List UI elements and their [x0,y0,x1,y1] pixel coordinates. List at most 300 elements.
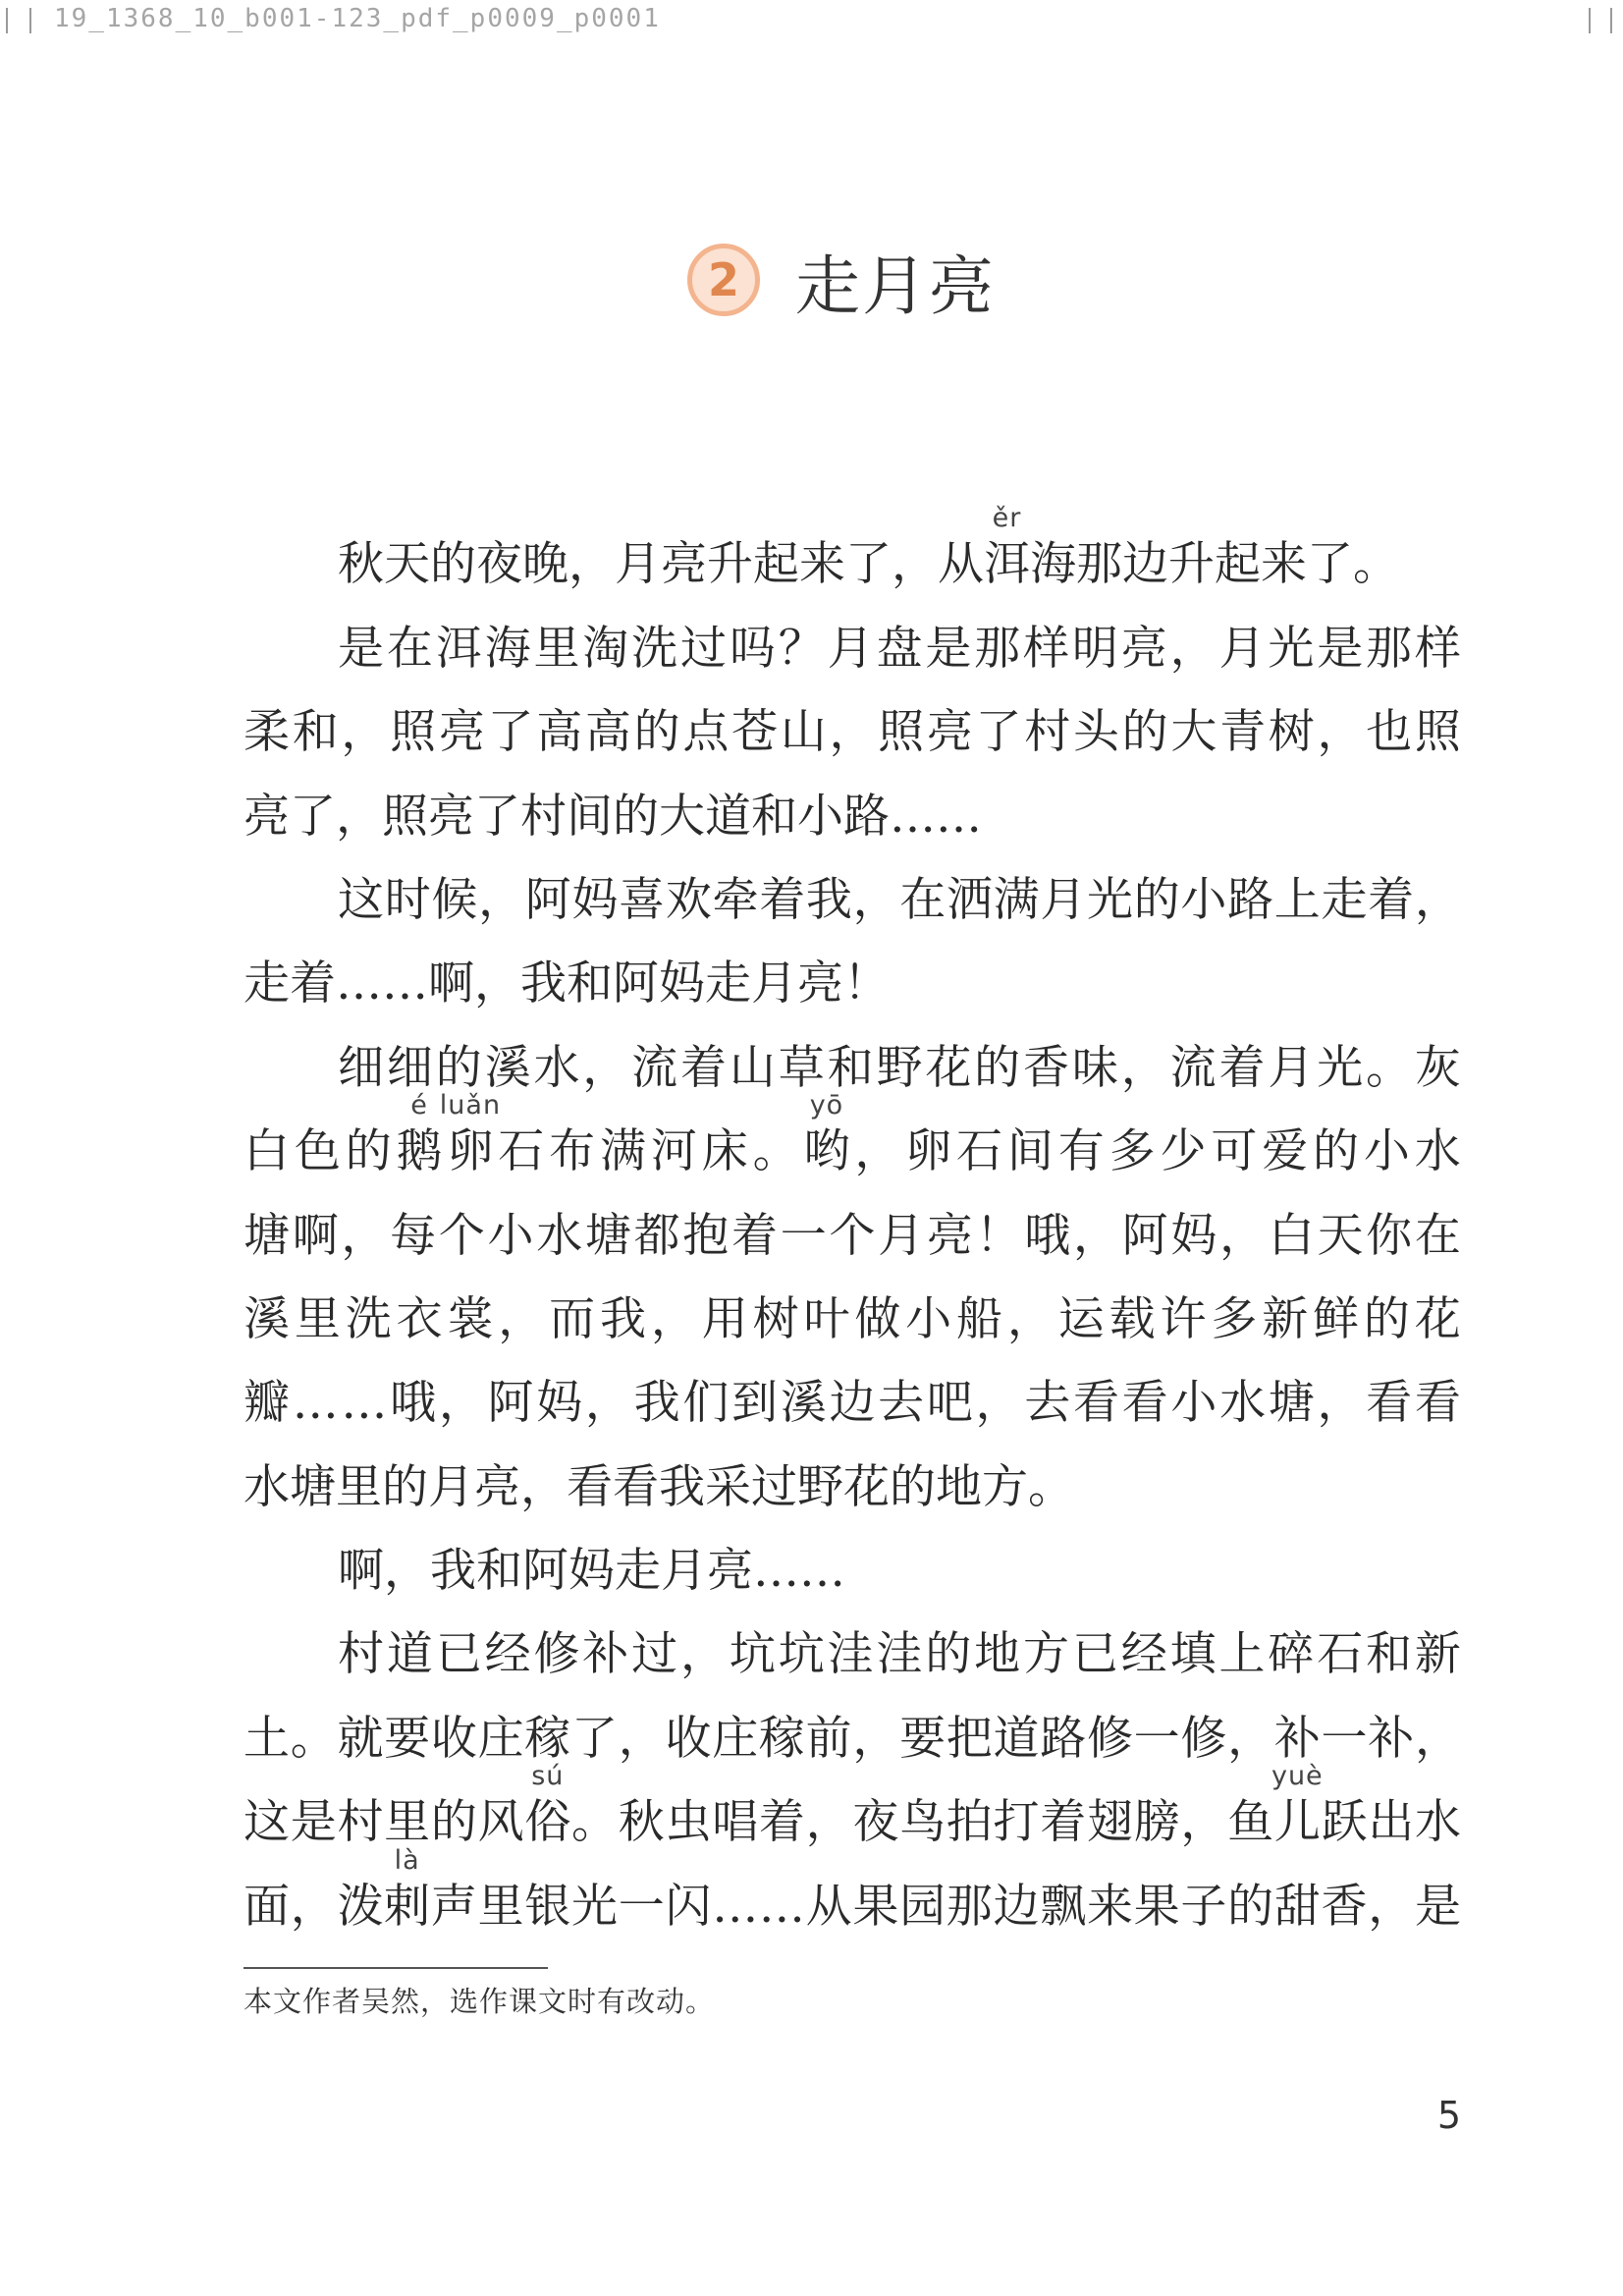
text-char: ， [1180,1795,1227,1850]
text-char: 这 [243,1795,290,1850]
text-char: 细 [386,1040,433,1095]
text-char: ， [438,1376,485,1431]
text-char: 照 [878,705,925,760]
text-char: 闪 [665,1879,712,1934]
text-char: 道 [993,1711,1040,1766]
text-char: 吗 [729,621,776,676]
text-char: 夜 [476,537,522,592]
text-char: 照 [1414,705,1461,760]
text-char: 来 [1086,1879,1133,1934]
text-char: 甜 [1273,1879,1321,1934]
pinyin-annotation: yuè [1271,1761,1324,1792]
scan-edge-mark [29,8,31,33]
text-char: 小 [1363,1124,1410,1179]
text-char: 海 [484,621,531,676]
text-char: 稼 [524,1711,571,1766]
text-line [243,762,1461,846]
text-char: 来 [1261,537,1307,592]
text-char: 地 [974,1627,1021,1682]
text-char: 满 [600,1124,647,1179]
text-char: 修 [1180,1711,1227,1766]
text-char: 光 [1087,872,1133,927]
text-char: 水 [1219,1376,1267,1431]
text-char: 的 [974,1040,1021,1095]
text-char: 多 [1211,1291,1258,1346]
text-char: 色 [294,1124,341,1179]
text-char: ， [474,957,520,1011]
text-char: 做 [854,1291,901,1346]
text-char: 我 [600,1291,647,1346]
text-char: 的 [890,1459,936,1514]
text-char: 妈 [1170,1208,1217,1263]
text-char: 妈 [571,872,619,927]
text-char: 村 [1024,705,1071,760]
text-char: 。 [1028,1459,1074,1514]
text-char: 新 [1262,1291,1309,1346]
text-char: 从 [938,537,984,592]
text-char: 亮 [474,1459,520,1514]
text-char: 飘 [1040,1879,1087,1934]
text-char: 修 [533,1627,580,1682]
page-number: 5 [1436,2094,1461,2137]
text-char: 膀 [1133,1795,1180,1850]
text-char: 树 [1268,705,1315,760]
text-char: ， [650,1291,697,1346]
text-char: 石 [498,1124,545,1179]
text-char: 小 [797,789,843,844]
text-char: 石 [1317,1627,1364,1682]
text-char: 秋 [618,1795,665,1850]
text-char: 照 [390,705,437,760]
text-char: 看 [1366,1376,1413,1431]
text-char: 着 [758,1795,805,1850]
text-char: 新 [1414,1627,1461,1682]
text-char: 秋 [338,537,384,592]
text-char: 大 [659,789,705,844]
text-char: 阿 [613,957,659,1011]
text-char: 的 [633,705,680,760]
text-char: 许 [1160,1291,1207,1346]
text-char: … [341,1376,388,1431]
text-char: 走 [243,957,290,1011]
text-char: 水 [1414,1795,1461,1850]
text-char: 溪 [780,1376,827,1431]
text-char: ， [336,789,382,844]
text-char: 花 [925,1040,972,1095]
text-char: 阿 [522,1544,568,1599]
pinyin-annotation: yō [809,1090,844,1121]
text-char: ， [498,1291,545,1346]
text-char: 石 [956,1124,1003,1179]
text-char: 们 [682,1376,730,1431]
text-char: 亮 [926,705,973,760]
text-char: 方 [1023,1627,1070,1682]
text-char: 野 [876,1040,923,1095]
text-char: 野 [797,1459,843,1514]
text-char: 小 [1180,872,1227,927]
text-char: 鲜 [1313,1291,1360,1346]
text-char: 前 [805,1711,852,1766]
text-char: 着 [290,957,336,1011]
text-char: 洒 [946,872,993,927]
text-char: 味 [1071,1040,1118,1095]
text-char: 和 [567,957,613,1011]
text-char: 洱 ěr [984,503,1030,592]
text-char: 唱 [712,1795,759,1850]
text-char: 是 [925,621,972,676]
text-char: 已 [435,1627,482,1682]
text-char: 过 [631,1627,678,1682]
text-char: 庄 [477,1711,524,1766]
text-char: 妈 [659,957,705,1011]
text-char: 高 [536,705,583,760]
text-char: ， [1414,1711,1461,1766]
text-char: ， [1072,1208,1119,1263]
text-char: 明 [1071,621,1118,676]
text-char: ， [618,1711,665,1766]
text-char: 地 [936,1459,982,1514]
text-char: 个 [829,1208,876,1263]
text-char: 稼 [758,1711,805,1766]
text-char: 有 [1057,1124,1105,1179]
text-line [243,1761,1461,1852]
text-char: 那 [974,621,1021,676]
text-char: … [758,1879,805,1934]
text-char: 洗 [345,1291,392,1346]
text-char: ， [1227,1711,1274,1766]
text-char: 。 [571,1795,619,1850]
text-char: 修 [1086,1711,1133,1766]
text-char: ， [290,1879,337,1934]
text-line [243,1684,1461,1768]
text-char: 道 [386,1627,433,1682]
text-char: 妈 [536,1376,583,1431]
text-char: 和 [1366,1627,1413,1682]
text-char: 收 [430,1711,477,1766]
text-char: ， [1317,1376,1364,1431]
text-char: 每 [390,1208,437,1263]
text-char: 的 [1227,1879,1274,1934]
text-char: 吧 [926,1376,973,1431]
text-char: 裳 [447,1291,494,1346]
text-char: 妈 [568,1544,615,1599]
text-char: 我 [520,957,567,1011]
text-char: 塘 [243,1208,290,1263]
text-char: 鱼 [1227,1795,1274,1850]
text-char: 牵 [712,872,759,927]
text-char: 青 [1219,705,1267,760]
text-char: 面 [243,1879,290,1934]
pinyin-annotation: sú [531,1761,565,1792]
text-char: 喜 [619,872,666,927]
scan-header [0,0,1623,59]
text-char: ， [341,705,388,760]
text-char: 洱 [435,621,482,676]
text-char: 一 [1133,1711,1180,1766]
text-char: 亮 [438,705,485,760]
text-char: 水 [536,1208,583,1263]
text-char: 月 [428,1459,474,1514]
text-char: 哟 yō [803,1090,850,1179]
text-char: 鸟 [899,1795,947,1850]
text-char: 你 [1366,1208,1413,1263]
text-char: ， [892,537,938,592]
text-char: ， [478,872,525,927]
text-line [338,1601,1461,1684]
text-char: 可 [1211,1124,1258,1179]
text-char: 园 [899,1879,947,1934]
text-char: 细 [338,1040,384,1095]
text-char: 爱 [1262,1124,1309,1179]
text-char: 卵 luǎn [439,1090,502,1179]
footnote: 本文作者吴然，选作课文时有改动。 [243,1985,716,2018]
text-char: 月 [615,537,661,592]
text-char: 我 [659,1459,705,1514]
text-char: 光 [1317,1040,1364,1095]
text-char: 时 [384,872,431,927]
scan-edge-mark [1589,8,1591,33]
text-char: 塘 [584,1208,631,1263]
text-char: 阿 [487,1376,534,1431]
text-char: 月 [1218,621,1266,676]
text-char: 着 [1368,872,1415,927]
text-char: 是 [1414,1879,1461,1934]
text-char: 卵 [905,1124,952,1179]
text-char: 海 [1030,537,1076,592]
text-char: 月 [1268,1040,1315,1095]
text-line [243,1266,1461,1349]
text-char: ， [1006,1291,1054,1346]
text-char: 少 [1160,1124,1207,1179]
text-char: 走 [705,957,751,1011]
text-char: ， [829,705,876,760]
text-char: 了 [571,1711,619,1766]
text-char: 。 [752,1124,799,1179]
footnote-divider [243,1967,548,1969]
text-char: 着 [1040,1795,1087,1850]
text-char: 我 [633,1376,680,1431]
text-char: 亮 [707,1544,753,1599]
text-char: 塘 [290,1459,336,1514]
text-char: 候 [431,872,478,927]
text-char: 洼 [827,1627,874,1682]
text-char: 小 [487,1208,534,1263]
text-line [243,930,1461,1013]
text-char: 光 [1268,621,1315,676]
text-char: 流 [1169,1040,1217,1095]
text-char: 看 [1414,1376,1461,1431]
text-char: 村 [520,789,567,844]
text-char: 的 [1313,1124,1360,1179]
text-char: 从 [805,1879,852,1934]
text-char: … [936,789,982,844]
text-char: 村 [337,1795,384,1850]
text-char: 银 [524,1879,571,1934]
text-char: 树 [752,1291,799,1346]
text-char: 的 [345,1124,392,1179]
scan-edge-mark [6,8,8,33]
text-char: 亮 [661,537,707,592]
text-char: … [336,957,382,1011]
text-char: 来 [799,537,845,592]
text-char: 也 [1366,705,1413,760]
text-char: 俗 sú [524,1761,571,1850]
lesson-body [243,503,1461,1937]
text-char: 点 [682,705,730,760]
text-char: 。 [290,1711,337,1766]
text-char: 那 [946,1879,993,1934]
text-char: 去 [878,1376,925,1431]
text-char: 亮 [1120,621,1167,676]
text-char: ， [1368,1879,1415,1934]
pinyin-annotation: luǎn [439,1090,502,1121]
text-char: 坑 [729,1627,776,1682]
text-char: 载 [1109,1291,1156,1346]
text-char: 和 [751,789,797,844]
text-char: 的 [435,1040,482,1095]
text-char: 上 [1218,1627,1266,1682]
text-char: 上 [1273,872,1321,927]
text-char: 走 [615,1544,661,1599]
text-char: 剌 là [384,1844,431,1934]
text-char: 了 [474,789,520,844]
text-char: 着 [680,1040,728,1095]
text-char: 把 [946,1711,993,1766]
text-char: 一 [780,1208,827,1263]
text-char: 间 [567,789,613,844]
text-char: 亮 [243,789,290,844]
text-char: 里 [533,621,580,676]
text-char: 而 [549,1291,596,1346]
text-char: 就 [337,1711,384,1766]
text-char: 抱 [682,1208,730,1263]
text-char: 道 [705,789,751,844]
text-char: 。 [1366,1040,1413,1095]
text-char: 天 [384,537,430,592]
text-char: 的 [430,537,476,592]
text-char: 路 [1227,872,1274,927]
text-char: 是 [290,1795,337,1850]
text-char: 泼 [337,1879,384,1934]
text-char: 和 [476,1544,522,1599]
text-char: 衣 [396,1291,443,1346]
text-char: 是 [338,621,384,676]
text-char: 晚 [522,537,568,592]
text-char: 光 [571,1879,619,1934]
text-char: 灰 [1414,1040,1461,1095]
text-char: 边 [993,1879,1040,1934]
text-char: 了 [845,537,892,592]
text-char: 我 [805,872,852,927]
text-char: 的 [925,1627,972,1682]
text-char: 啊 [428,957,474,1011]
text-char: ， [1414,872,1461,927]
scan-filename: 19_1368_10_b001-123_pdf_p0009_p0001 [54,4,661,33]
text-char: ， [852,872,899,927]
text-char: … [382,957,428,1011]
text-char: 运 [1057,1291,1105,1346]
text-line [338,594,1461,678]
text-char: 了 [290,789,336,844]
text-char: 样 [1023,621,1070,676]
text-char: ， [582,1040,629,1095]
text-char: 山 [780,705,827,760]
text-char: 村 [338,1627,384,1682]
text-char: 一 [1321,1711,1368,1766]
text-char: 那 [1076,537,1122,592]
text-char: 补 [1273,1711,1321,1766]
text-char: 啊 [292,1208,339,1263]
text-char: 白 [1268,1208,1315,1263]
text-char: 满 [993,872,1040,927]
text-char: 里 [294,1291,341,1346]
text-char: 哦 [390,1376,437,1431]
text-char: 小 [1170,1376,1217,1431]
pinyin-annotation: là [394,1844,420,1876]
text-char: 在 [899,872,947,927]
text-char: … [712,1879,759,1934]
text-char: 着 [759,872,806,927]
text-char: 那 [1366,621,1413,676]
text-char: 月 [661,1544,707,1599]
text-char: 布 [549,1124,596,1179]
text-char: 补 [1368,1711,1415,1766]
text-char: 看 [567,1459,613,1514]
text-char: 亮 [797,957,843,1011]
text-char: … [799,1544,845,1599]
text-char: 去 [1024,1376,1071,1431]
text-char: ， [584,1376,631,1431]
text-char: 走 [1321,872,1368,927]
text-char: 出 [1368,1795,1415,1850]
text-char: 白 [243,1124,290,1179]
text-char: 到 [731,1376,779,1431]
text-char: 照 [382,789,428,844]
text-line [243,1433,1461,1516]
text-char: 船 [956,1291,1003,1346]
text-char: 已 [1071,1627,1118,1682]
scan-edge-mark [1610,8,1612,33]
text-char: 虫 [665,1795,712,1850]
text-char: 欢 [665,872,712,927]
text-char: ， [520,1459,567,1514]
text-char: ， [1120,1040,1167,1095]
text-char: … [890,789,936,844]
text-char: 收 [665,1711,712,1766]
text-char: 高 [584,705,631,760]
text-char: 个 [438,1208,485,1263]
text-char: 我 [430,1544,476,1599]
text-char: 水 [1414,1124,1461,1179]
text-char: 鹅 é [396,1090,443,1179]
text-char: 升 [1168,537,1215,592]
text-char: 流 [631,1040,678,1095]
text-char: 经 [1120,1627,1167,1682]
text-char: 的 [1121,705,1168,760]
pinyin-annotation: ěr [992,503,1022,534]
text-char: 苍 [731,705,779,760]
text-line [243,1090,1461,1181]
text-line [338,847,1461,930]
text-line [338,503,1461,594]
text-char: 的 [430,1795,477,1850]
text-char: 样 [1414,621,1461,676]
text-char: 方 [982,1459,1028,1514]
text-char: 叶 [803,1291,850,1346]
text-char: 都 [633,1208,680,1263]
text-char: 洗 [631,621,678,676]
text-char: 要 [899,1711,947,1766]
